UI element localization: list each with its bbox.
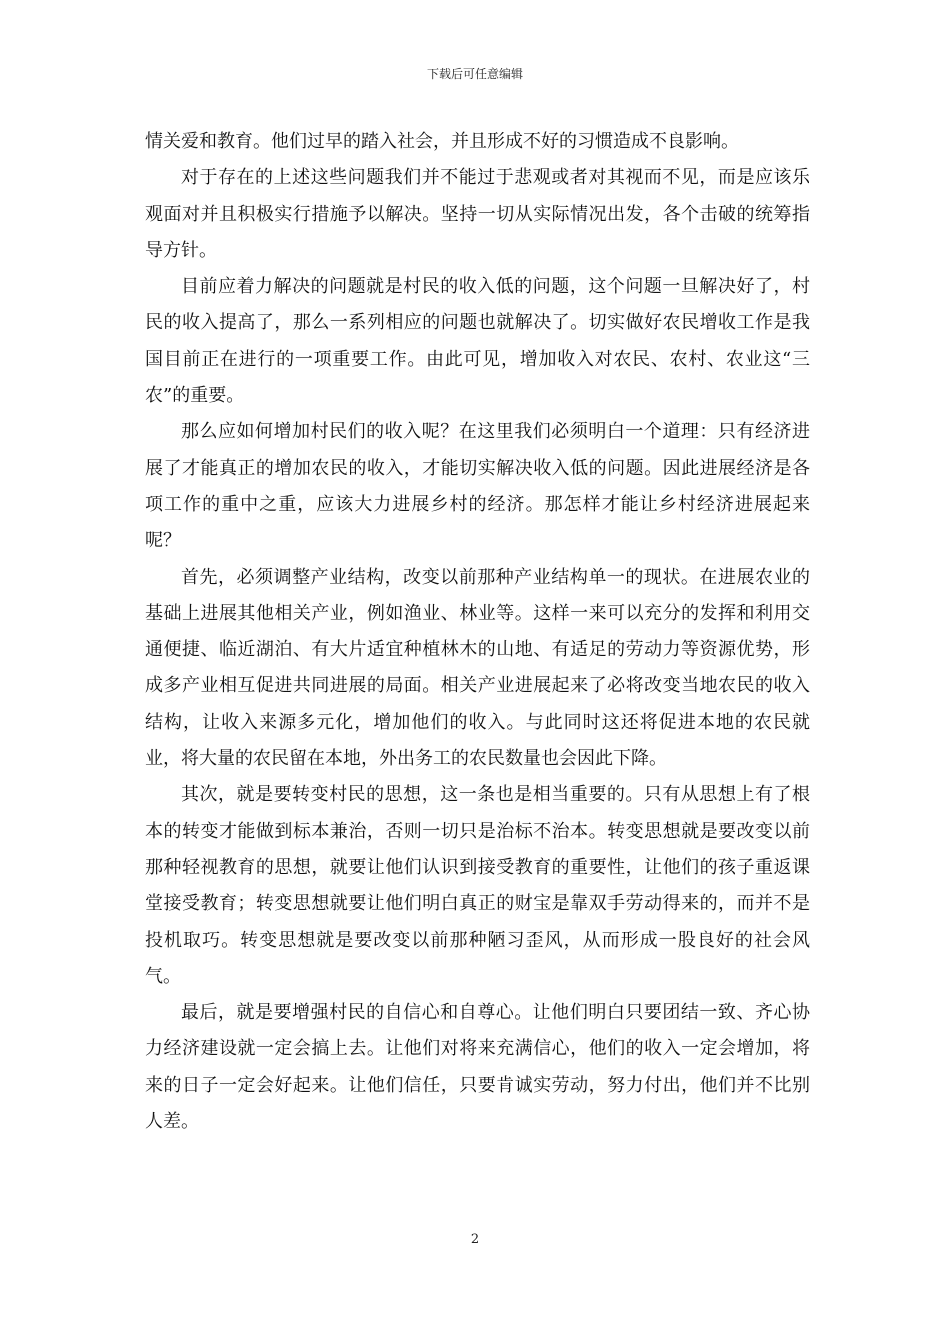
paragraph: 首先，必须调整产业结构，改变以前那种产业结构单一的现状。在进展农业的基础上进展其他相关产业，例如渔业、林业等。这样一来可以充分的发挥和利用交通便捷、临近湖泊、有大片适宜种植林木的山地、有适足的劳动力等资源优势，形成多产业相互促进共同进展的局面。相关产业进展起来了必将改变当地农民的收入结构，让收入来源多元化，增加他们的收入。与此同时这还将促进本地的农民就业，将大量的农民留在本地，外出务工的农民数量也会因此下降。: [145, 566, 810, 770]
paragraph: 对于存在的上述这些问题我们并不能过于悲观或者对其视而不见，而是应该乐观面对并且积极实行措施予以解决。坚持一切从实际情况出发，各个击破的统筹指导方针。: [145, 167, 810, 261]
paragraph: 目前应着力解决的问题就是村民的收入低的问题，这个问题一旦解决好了，村民的收入提高了，那么一系列相应的问题也就解决了。切实做好农民增收工作是我国目前正在进行的一项重要工作。由此可见，增加收入对农民、农村、农业这“三农”的重要。: [145, 276, 810, 407]
paragraph: 那么应如何增加村民们的收入呢？在这里我们必须明白一个道理：只有经济进展了才能真正的增加农民的收入，才能切实解决收入低的问题。因此进展经济是各项工作的重中之重，应该大力进展乡村的经济。那怎样才能让乡村经济进展起来呢？: [145, 421, 810, 552]
paragraph: 其次，就是要转变村民的思想，这一条也是相当重要的。只有从思想上有了根本的转变才能做到标本兼治，否则一切只是治标不治本。转变思想就是要改变以前那种轻视教育的思想，就要让他们认识到接受教育的重要性，让他们的孩子重返课堂接受教育；转变思想就要让他们明白真正的财宝是靠双手劳动得来的，而并不是投机取巧。转变思想就是要改变以前那种陋习歪风，从而形成一股良好的社会风气。: [145, 784, 810, 987]
page-number: 2: [470, 1232, 480, 1247]
document-body: [145, 124, 810, 1140]
paragraph-continued: 情关爱和教育。他们过早的踏入社会，并且形成不好的习惯造成不良影响。: [145, 131, 739, 152]
paragraph: 最后，就是要增强村民的自信心和自尊心。让他们明白只要团结一致、齐心协力经济建设就一定会搞上去。让他们对将来充满信心，他们的收入一定会增加，将来的日子一定会好起来。让他们信任，只要肯诚实劳动，努力付出，他们并不比别人差。: [145, 1002, 810, 1133]
page-header: 下载后可任意编辑: [426, 67, 523, 81]
